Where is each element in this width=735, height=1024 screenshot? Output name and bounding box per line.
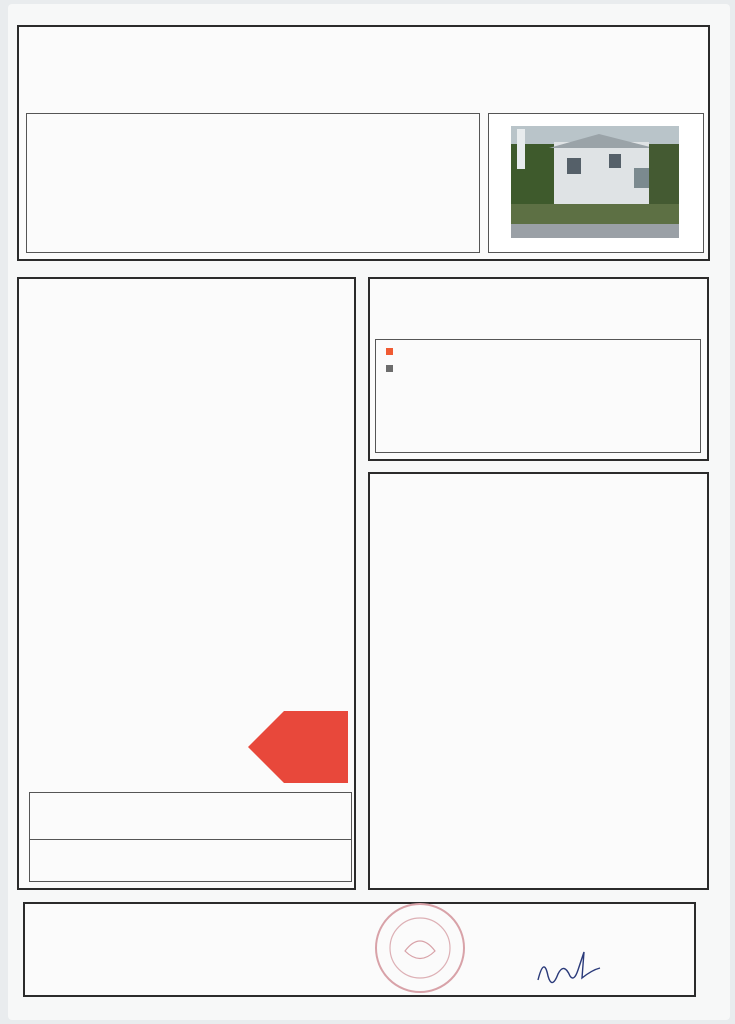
requirement-divider	[30, 839, 351, 840]
official-stamp	[355, 896, 485, 996]
legend-electricity	[386, 364, 399, 373]
requirement-box	[29, 792, 352, 882]
result-badge	[248, 711, 348, 787]
indicators-panel	[368, 472, 709, 890]
signature	[532, 950, 612, 990]
legend-gas	[386, 347, 399, 356]
distribution-chart-box	[375, 339, 701, 453]
distribution-pie-chart	[582, 344, 672, 434]
classification-panel	[17, 277, 356, 890]
result-badge-shape	[248, 711, 348, 783]
address-panel	[26, 113, 480, 253]
footer-panel	[23, 902, 696, 997]
energy-distribution-panel	[368, 277, 709, 461]
header-panel	[17, 25, 710, 261]
legend-gas-swatch	[386, 348, 393, 355]
building-photo	[488, 113, 704, 253]
legend-electricity-swatch	[386, 365, 393, 372]
